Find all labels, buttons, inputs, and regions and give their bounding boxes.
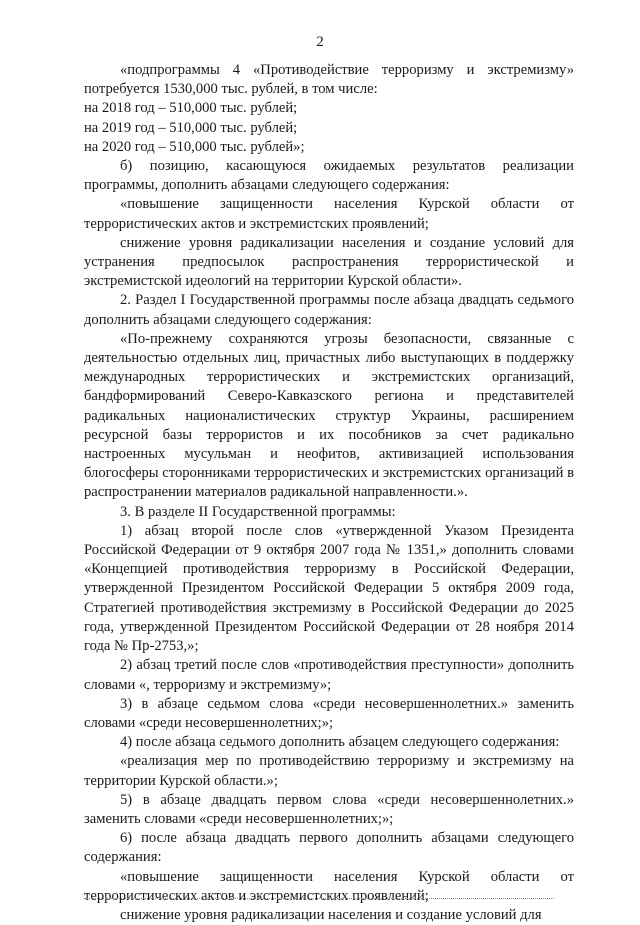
- paragraph: «повышение защищенности населения Курской области от террористических актов и экстремистских проявлений;: [84, 196, 574, 232]
- page-bottom-rule: [84, 898, 554, 899]
- paragraph: снижение уровня радикализации населения и создание условий для: [120, 906, 542, 923]
- paragraph: на 2020 год – 510,000 тыс. рублей»;: [84, 138, 305, 155]
- paragraph: б) позицию, касающуюся ожидаемых результатов реализации программы, дополнить абзацами следующего содержания:: [84, 158, 574, 194]
- paragraph: «По-прежнему сохраняются угрозы безопасности, связанные с деятельностью отдельных лиц, причастных либо выступающих в поддержку международных террористических и экстремистских организаций, бандформирований Северо-Кавказского региона и представителей радикальных националистических структур Украины, расширением ресурсной базы террористов и их пособников за счет радикально настроенных мусульман и неофитов, активизацией использования блогосферы сторонниками террористических и экстремистских организаций в распространении материалов радикальной направленности.».: [84, 330, 574, 501]
- document-body: [84, 61, 574, 925]
- paragraph: 4) после абзаца седьмого дополнить абзацем следующего содержания:: [120, 734, 560, 751]
- paragraph: 6) после абзаца двадцать первого дополнить абзацами следующего содержания:: [84, 830, 574, 866]
- paragraph: 3. В разделе II Государственной программы:: [120, 503, 396, 520]
- paragraph: 2) абзац третий после слов «противодействия преступности» дополнить словами «, терроризму и экстремизму»;: [84, 657, 574, 693]
- paragraph: «повышение защищенности населения Курской области от террористических актов и экстремистских проявлений;: [84, 868, 574, 904]
- paragraph: снижение уровня радикализации населения и создание условий для устранения предпосылок распространения террористической и экстремистской идеологий на территории Курской области».: [84, 234, 574, 290]
- page-number: 2: [316, 34, 324, 50]
- paragraph: на 2018 год – 510,000 тыс. рублей;: [84, 100, 298, 117]
- paragraph: 2. Раздел I Государственной программы после абзаца двадцать седьмого дополнить абзацами следующего содержания:: [84, 292, 574, 328]
- paragraph: 1) абзац второй после слов «утвержденной Указом Президента Российской Федерации от 9 октября 2007 года № 1351,» дополнить словами «Концепцией противодействия терроризму в Российской Федерации, утвержденной Президентом Российской Федерации 5 октября 2009 года, Стратегией противодействия экстремизму в Российской Федерации до 2025 года, утвержденной Президентом Российской Федерации от 28 ноября 2014 года № Пр-2753,»;: [84, 522, 574, 655]
- paragraph: «подпрограммы 4 «Противодействие терроризму и экстремизму» потребуется 1530,000 тыс. рублей, в том числе:: [84, 62, 574, 98]
- paragraph: 5) в абзаце двадцать первом слова «среди несовершеннолетних.» заменить словами «среди несовершеннолетних;»;: [84, 791, 574, 827]
- paragraph: 3) в абзаце седьмом слова «среди несовершеннолетних.» заменить словами «среди несовершеннолетних;»;: [84, 695, 574, 731]
- paragraph: на 2019 год – 510,000 тыс. рублей;: [84, 119, 298, 136]
- paragraph: «реализация мер по противодействию терроризму и экстремизму на территории Курской области.»;: [84, 753, 574, 789]
